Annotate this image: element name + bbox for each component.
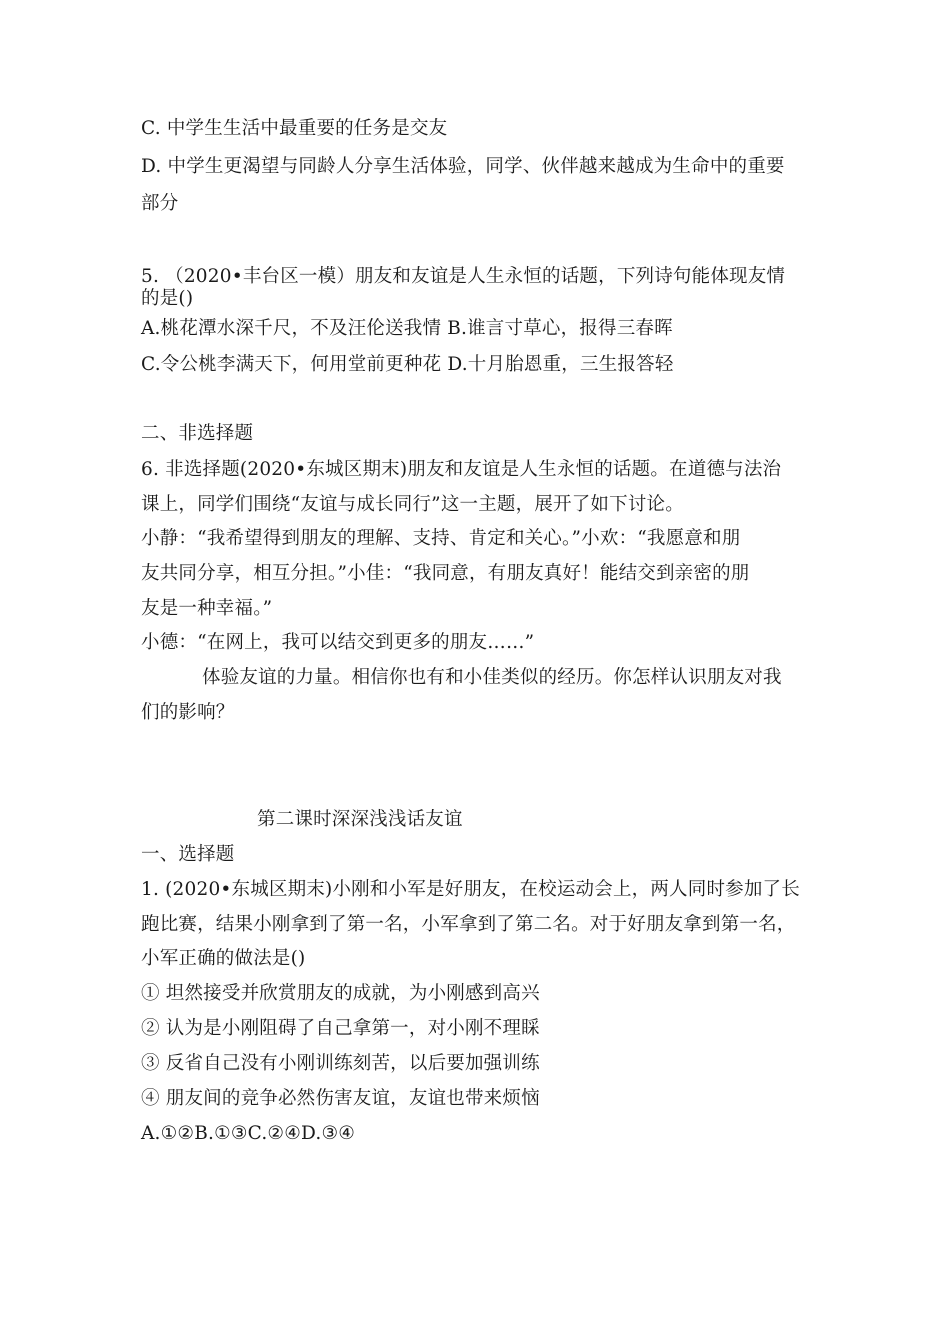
question-1-line2: 跑比赛，结果小刚拿到了第一名，小军拿到了第二名。对于好朋友拿到第一名， xyxy=(141,914,796,935)
question-6-line2: 课上，同学们围绕“友谊与成长同行”这一主题，展开了如下讨论。 xyxy=(141,494,684,515)
dialogue-line3: 友是一种幸福。” xyxy=(141,598,273,619)
question-6-prompt-line2: 们的影响？ xyxy=(141,702,235,723)
statement-1: ① 坦然接受并欣赏朋友的成就，为小刚感到高兴 xyxy=(141,983,540,1004)
statement-4: ④ 朋友间的竞争必然伤害友谊，友谊也带来烦恼 xyxy=(141,1088,540,1109)
question-1-line1: 1. (2020•东城区期末)小刚和小军是好朋友，在校运动会上，两人同时参加了长 xyxy=(141,879,800,900)
option-d-q4-line1: D. 中学生更渴望与同龄人分享生活体验，同学、伙伴越来越成为生命中的重要 xyxy=(141,156,785,177)
option-c-q4: C. 中学生生活中最重要的任务是交友 xyxy=(141,118,448,139)
option-d-q4-line2: 部分 xyxy=(141,193,179,214)
question-1-line3: 小军正确的做法是() xyxy=(141,948,306,969)
section-heading-nonchoice: 二、非选择题 xyxy=(141,423,254,444)
question-5-options-cd: C.令公桃李满天下，何用堂前更种花 D.十月胎恩重，三生报答轻 xyxy=(141,354,674,375)
question-5-line2: 的是() xyxy=(141,288,194,309)
question-1-options: A.①②B.①③C.②④D.③④ xyxy=(141,1123,356,1144)
statement-3: ③ 反省自己没有小刚训练刻苦，以后要加强训练 xyxy=(141,1053,540,1074)
question-6-line1: 6. 非选择题(2020•东城区期末)朋友和友谊是人生永恒的话题。在道德与法治 xyxy=(141,459,782,480)
lesson-title: 第二课时深深浅浅话友谊 xyxy=(257,809,463,830)
question-5-line1: 5. （2020•丰台区一模）朋友和友谊是人生永恒的话题，下列诗句能体现友情 xyxy=(141,266,786,287)
dialogue-line4: 小德：“在网上，我可以结交到更多的朋友……” xyxy=(141,632,535,653)
statement-2: ② 认为是小刚阻碍了自己拿第一，对小刚不理睬 xyxy=(141,1018,540,1039)
dialogue-line1: 小静：“我希望得到朋友的理解、支持、肯定和关心。”小欢：“我愿意和朋 xyxy=(141,528,741,549)
section-heading-choice: 一、选择题 xyxy=(141,844,235,865)
question-6-prompt-line1: 体验友谊的力量。相信你也有和小佳类似的经历。你怎样认识朋友对我 xyxy=(202,667,782,688)
question-5-options-ab: A.桃花潭水深千尺，不及汪伦送我情 B.谁言寸草心，报得三春晖 xyxy=(141,318,673,339)
dialogue-line2: 友共同分享，相互分担。”小佳：“我同意，有朋友真好！能结交到亲密的朋 xyxy=(141,563,750,584)
